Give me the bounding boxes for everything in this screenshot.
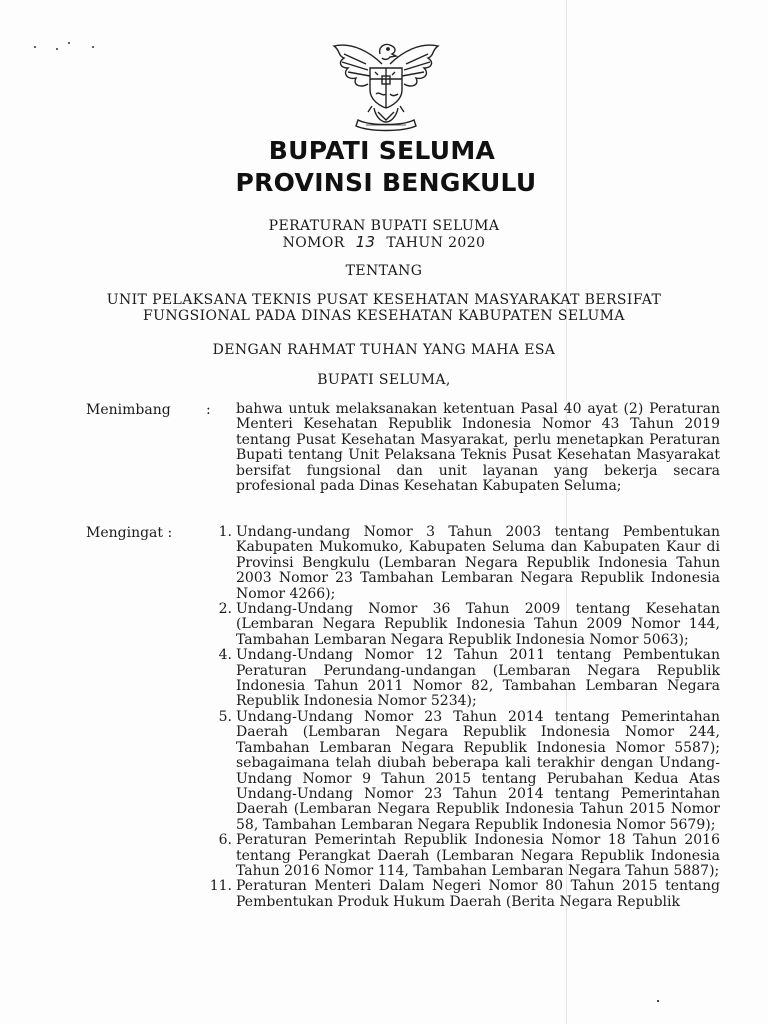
list-item — [196, 833, 720, 879]
list-item-number: 5. — [218, 708, 232, 725]
list-item — [196, 879, 720, 910]
subject-line1: UNIT PELAKSANA TEKNIS PUSAT KESEHATAN MASYARAKAT BERSIFAT — [106, 292, 662, 308]
list-item-number: 2. — [218, 601, 232, 618]
list-item — [196, 525, 720, 602]
list-item-text: Undang-Undang Nomor 12 Tahun 2011 tentang Pembentukan Peraturan Perundang-undangan (Lembaran Negara Republik Indonesia Tahun 2011 Nomor 82, Tambahan Lembaran Negara Republik Indonesia Nomor 5234); — [236, 647, 720, 710]
regulation-type: PERATURAN BUPATI SELUMA — [268, 218, 500, 234]
document-title-line2: PROVINSI BENGKULU — [235, 168, 537, 197]
list-item-number: 11. — [209, 878, 232, 895]
list-item-number: 1. — [218, 524, 232, 540]
garuda-pancasila-emblem-icon — [330, 34, 442, 134]
nomor-handwritten-value: 13 — [355, 233, 376, 251]
list-item — [196, 602, 720, 648]
list-item-text: Undang-Undang Nomor 23 Tahun 2014 tentang Pemerintahan Daerah (Lembaran Negara Republik Indonesia Nomor 244, Tambahan Lembaran Negara Republik Indonesia Nomor 5587); sebagaimana telah diubah beberapa kali terakhir dengan Undang-Undang Nomor 9 Tahun 2015 tentang Perubahan Kedua Atas Undang-Undang Nomor 23 Tahun 2014 tentang Pemerintahan Daerah (Lembaran Negara Republik Indonesia Tahun 2015 Nomor 58, Tambahan Lembaran Negara Republik Indonesia Nomor 5679); — [236, 708, 720, 833]
list-item — [196, 710, 720, 833]
list-item-number: 4. — [218, 647, 232, 664]
list-item-text: Peraturan Pemerintah Republik Indonesia Nomor 18 Tahun 2016 tentang Perangkat Daerah (Lembaran Negara Republik Indonesia Tahun 2016 Nomor 114, Tambahan Lembaran Negara Tahun 5887); — [236, 832, 720, 879]
subject-line2: FUNGSIONAL PADA DINAS KESEHATAN KABUPATEN SELUMA — [143, 308, 625, 324]
menimbang-label: Menimbang — [86, 402, 171, 418]
menimbang-text: bahwa untuk melaksanakan ketentuan Pasal 40 ayat (2) Peraturan Menteri Kesehatan Republik Indonesia Nomor 43 Tahun 2019 tentang Pusat Kesehatan Masyarakat, perlu menetapkan Peraturan Bupati tentang Unit Pelaksana Teknis Pusat Kesehatan Masyarakat bersifat fungsional dan unit layanan yang bekerja secara profesional pada Dinas Kesehatan Kabupaten Seluma; — [236, 401, 720, 495]
preamble: DENGAN RAHMAT TUHAN YANG MAHA ESA — [212, 342, 556, 358]
list-item-text: Peraturan Menteri Dalam Negeri Nomor 80 Tahun 2015 tentang Pembentukan Produk Hukum Daerah (Berita Negara Republik — [236, 878, 720, 910]
authority: BUPATI SELUMA, — [317, 372, 451, 388]
tentang-heading: TENTANG — [345, 263, 423, 279]
nomor-prefix: NOMOR — [282, 235, 345, 251]
scan-speck — [657, 1000, 659, 1002]
regulation-number — [0, 234, 768, 251]
mengingat-list — [196, 525, 720, 910]
list-item-text: Undang-undang Nomor 3 Tahun 2003 tentang Pembentukan Kabupaten Mukomuko, Kabupaten Seluma dan Kabupaten Kaur di Provinsi Bengkulu (Lembaran Negara Republik Indonesia Tahun 2003 Nomor 23 Tambahan Lembaran Negara Republik Indonesia Nomor 4266); — [236, 524, 720, 602]
scan-specks — [34, 38, 104, 52]
menimbang-colon: : — [206, 402, 211, 418]
list-item — [196, 648, 720, 710]
mengingat-label: Mengingat : — [86, 525, 173, 541]
nomor-year: TAHUN 2020 — [386, 235, 486, 251]
document-title-line1: BUPATI SELUMA — [268, 136, 496, 165]
list-item-number: 6. — [218, 832, 232, 849]
list-item-text: Undang-Undang Nomor 36 Tahun 2009 tentang Kesehatan (Lembaran Negara Republik Indonesia Tahun 2009 Nomor 144, Tambahan Lembaran Negara Republik Indonesia Nomor 5063); — [236, 601, 720, 648]
